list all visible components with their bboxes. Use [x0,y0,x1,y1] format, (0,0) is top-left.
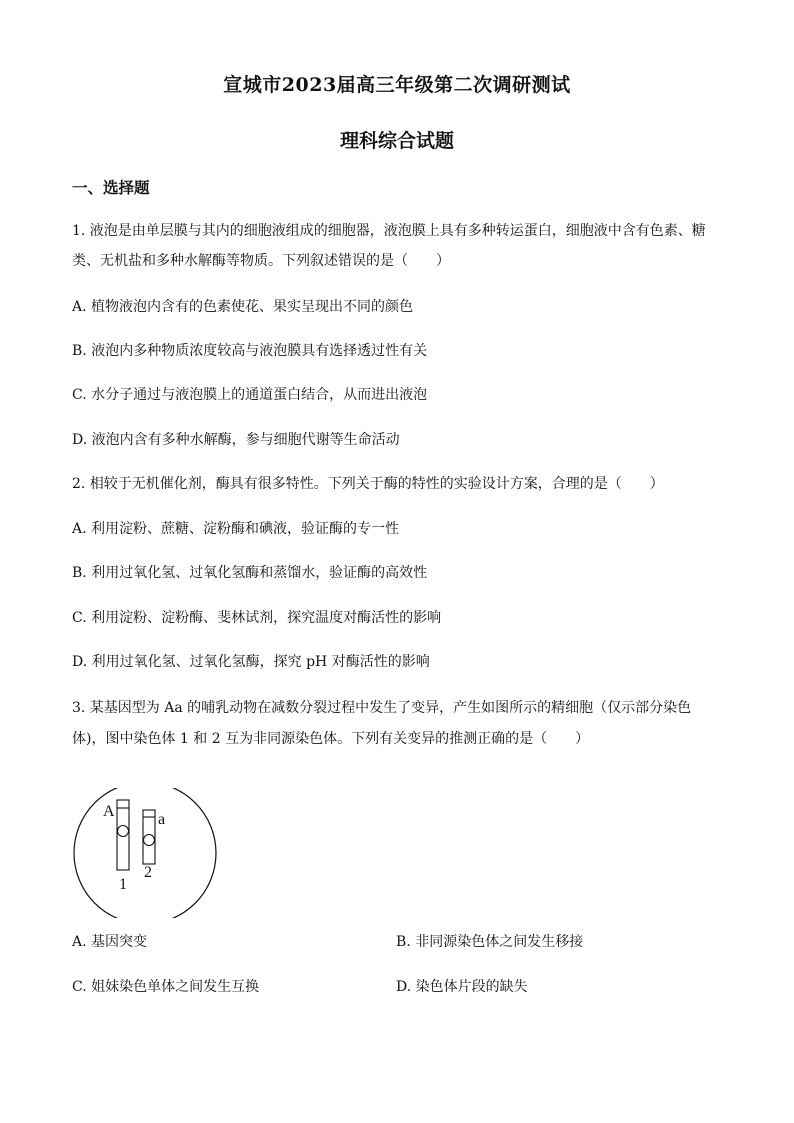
question-2-option-c: C. 利用淀粉、淀粉酶、斐林试剂，探究温度对酶活性的影响 [72,610,442,626]
sperm-cell-diagram [70,788,220,918]
question-1-option-c: C. 水分子通过与液泡膜上的通道蛋白结合，从而进出液泡 [72,387,428,403]
exam-title: 宣城市2023届高三年级第二次调研测试 [223,74,571,96]
question-1-option-d: D. 液泡内含有多种水解酶，参与细胞代谢等生命活动 [72,432,400,448]
gene-label-A: A [103,803,115,820]
chromosome-1-centromere [118,826,129,837]
question-3-option-d: D. 染色体片段的缺失 [396,979,528,995]
question-2-option-b: B. 利用过氧化氢、过氧化氢酶和蒸馏水，验证酶的高效性 [72,565,428,581]
question-3-option-a: A. 基因突变 [72,934,148,950]
question-3-stem-line2: 体)，图中染色体 1 和 2 互为非同源染色体。下列有关变异的推测正确的是（ ） [72,731,590,747]
question-3-option-b: B. 非同源染色体之间发生移接 [396,934,584,950]
chromosome-1-label: 1 [119,876,127,893]
exam-subtitle: 理科综合试题 [339,130,454,152]
chromosome-2-centromere [144,835,155,846]
gene-label-a: a [158,811,166,828]
cell-outline [74,788,216,918]
chromosome-2-label: 2 [144,864,152,881]
question-2-option-d: D. 利用过氧化氢、过氧化氢酶，探究 pH 对酶活性的影响 [72,654,430,670]
section-heading: 一、选择题 [72,178,150,197]
question-3-option-c: C. 姐妹染色单体之间发生互换 [72,979,260,995]
question-2-stem: 2. 相较于无机催化剂，酶具有很多特性。下列关于酶的特性的实验设计方案，合理的是（ ） [72,476,664,492]
question-1-option-b: B. 液泡内多种物质浓度较高与液泡膜具有选择透过性有关 [72,343,428,359]
question-3-stem-line1: 3. 某基因型为 Aa 的哺乳动物在减数分裂过程中发生了变异，产生如图所示的精细胞（仅示部分染色 [72,700,692,716]
sperm-cell-figure [70,788,220,918]
question-1-option-a: A. 植物液泡内含有的色素使花、果实呈现出不同的颜色 [72,299,414,315]
question-2-option-a: A. 利用淀粉、蔗糖、淀粉酶和碘液，验证酶的专一性 [72,521,400,537]
question-1-stem-line1: 1. 液泡是由单层膜与其内的细胞液组成的细胞器，液泡膜上具有多种转运蛋白，细胞液中含有色素、糖 [72,223,706,239]
question-1-stem-line2: 类、无机盐和多种水解酶等物质。下列叙述错误的是（ ） [72,253,450,269]
